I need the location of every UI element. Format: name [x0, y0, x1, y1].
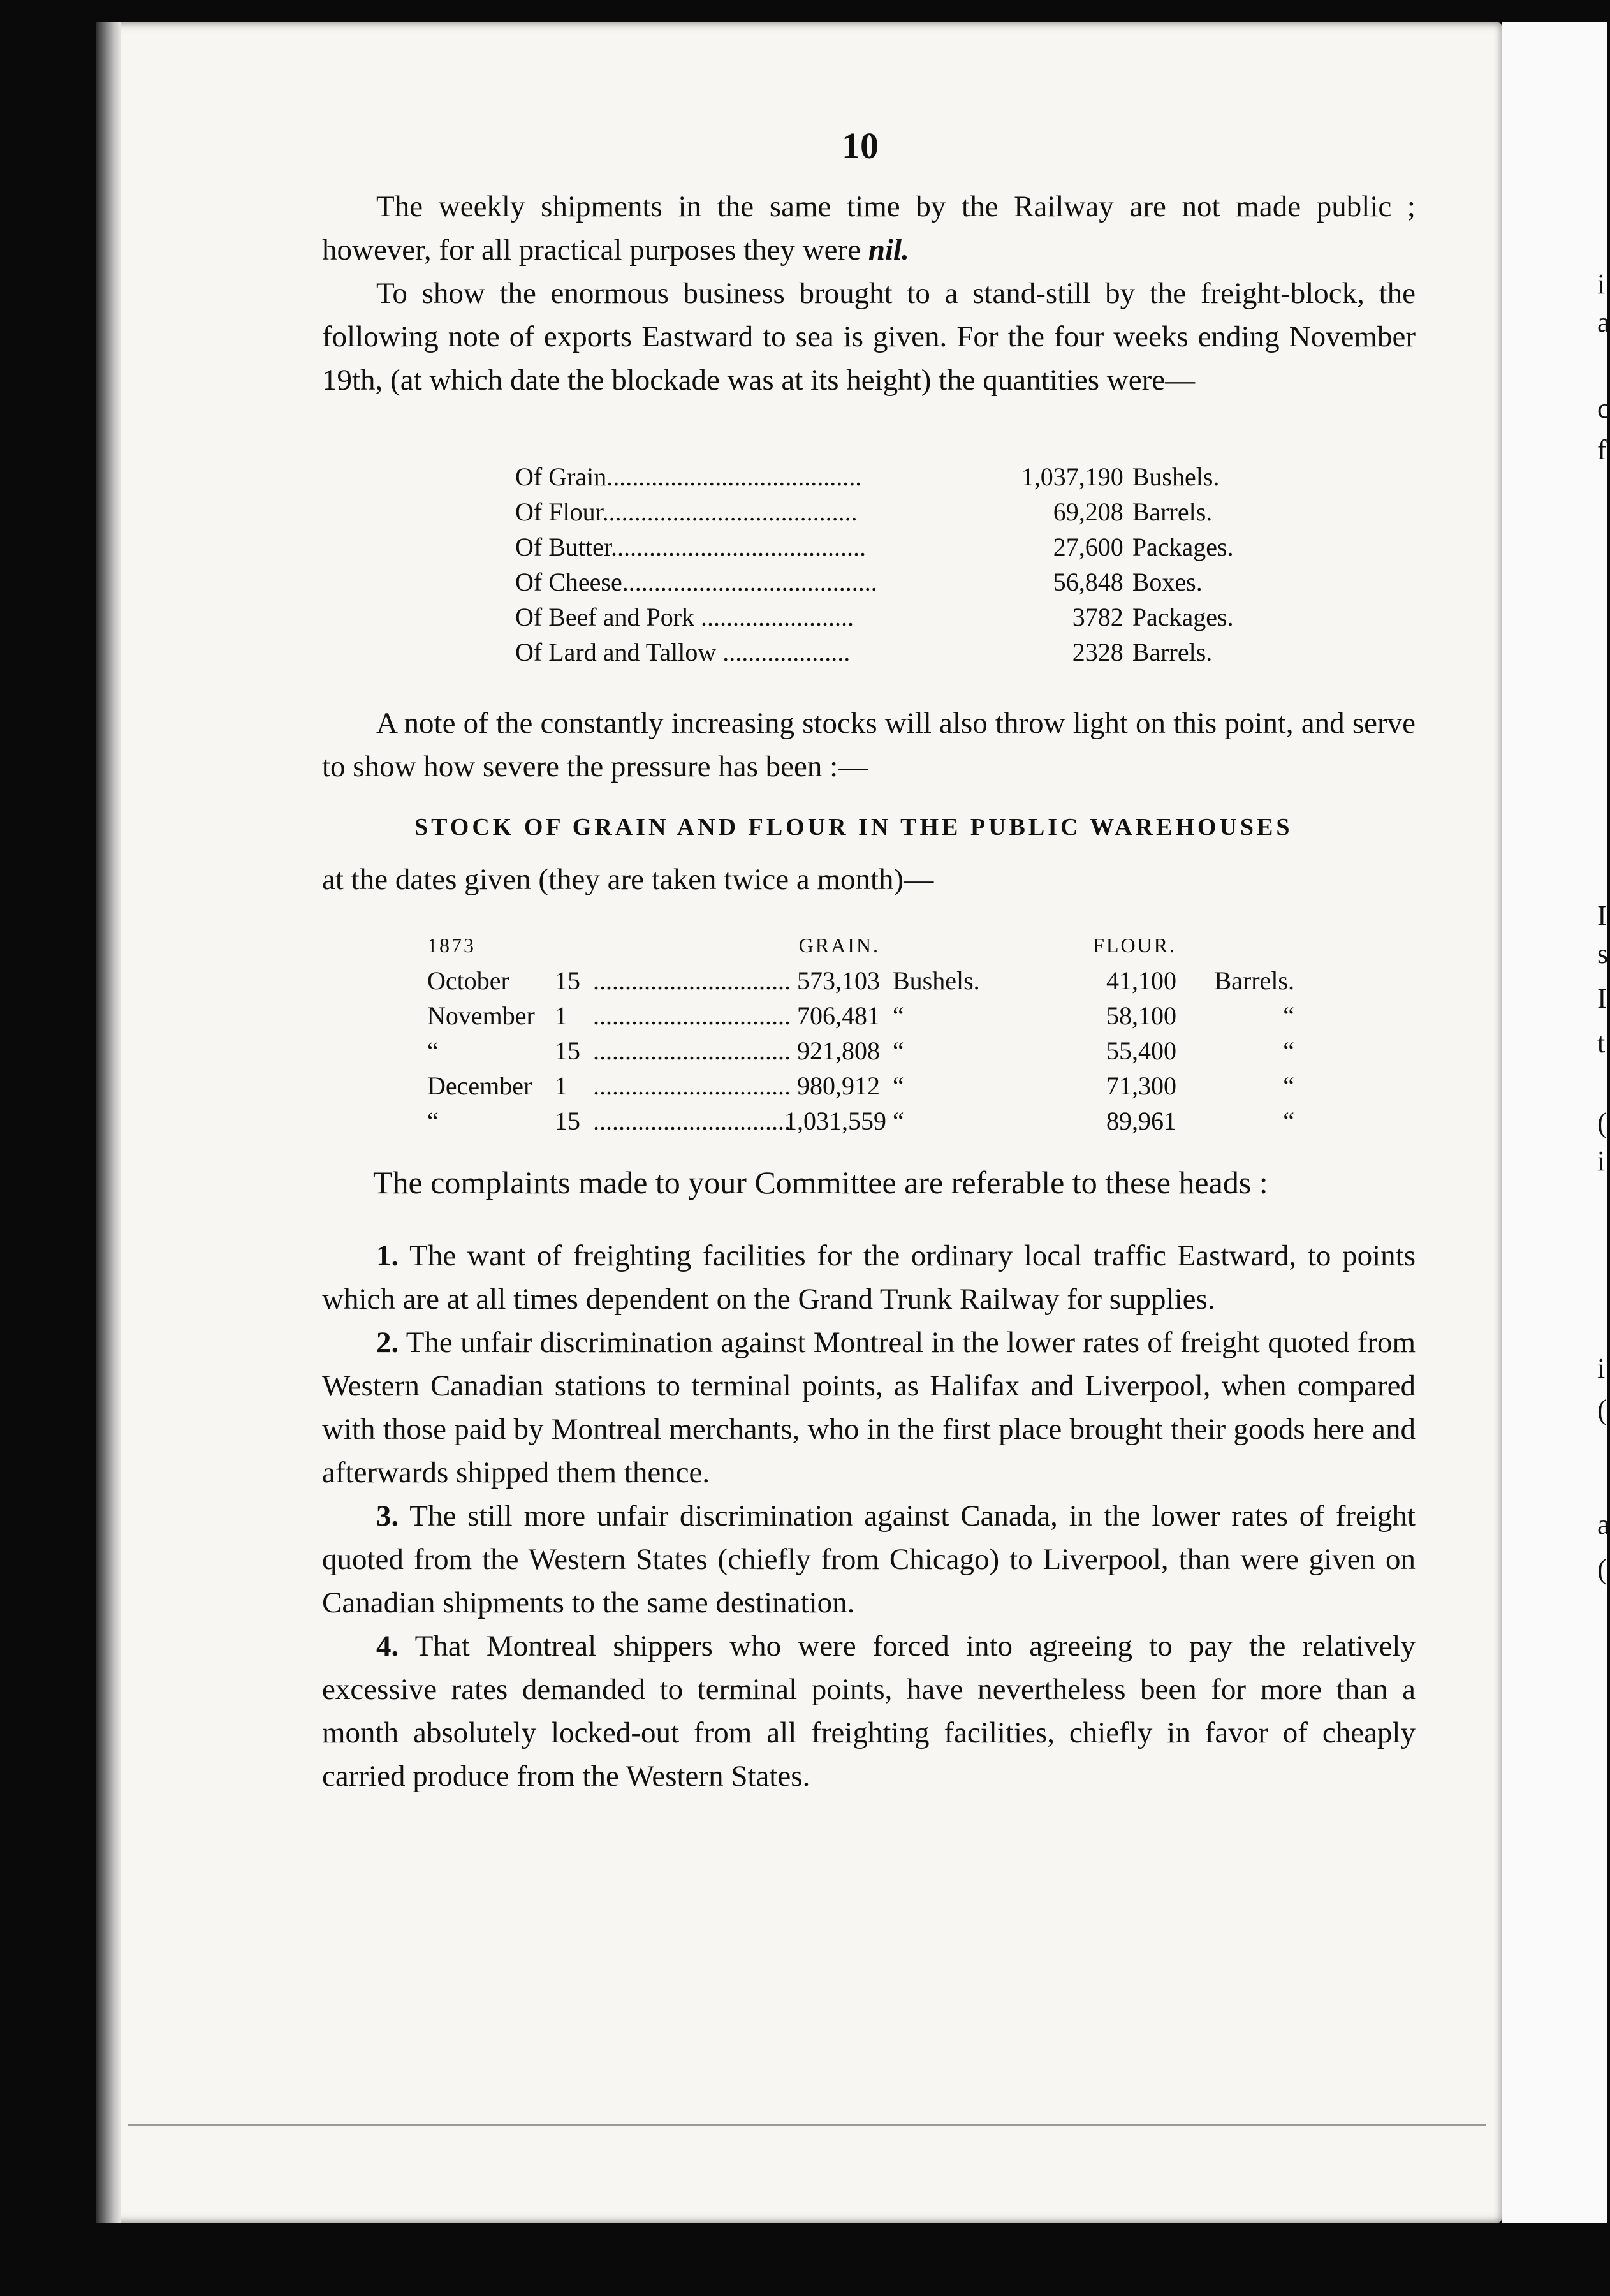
complaint-number: 4.: [376, 1630, 399, 1663]
flour-unit: “: [1283, 1036, 1294, 1065]
margin-fragment: (: [1597, 1394, 1607, 1425]
leader-dots: ...............................: [593, 1001, 791, 1030]
page-spine-shadow: [96, 22, 121, 2223]
table-row: [515, 600, 1280, 635]
table-row: [427, 998, 1422, 1033]
margin-fragment: I: [1597, 983, 1607, 1014]
grain-unit: “: [893, 1071, 904, 1100]
grain-value: 980,912: [797, 1071, 880, 1100]
export-quantity: 2328: [1072, 638, 1123, 666]
flour-value: 41,100: [1106, 966, 1176, 995]
margin-fragment: i: [1597, 1353, 1606, 1384]
table-row: [515, 529, 1280, 564]
grain-value: 921,808: [797, 1036, 880, 1065]
margin-fragment: a: [1597, 307, 1610, 338]
margin-fragment: (: [1597, 1107, 1607, 1138]
margin-fragment: i: [1597, 269, 1606, 300]
flour-value: 55,400: [1106, 1036, 1176, 1065]
list-item: [322, 1234, 1416, 1321]
paragraph-note: A note of the constantly increasing stocks will also throw light on this point, and serve to show how severe the pressure has been :—: [322, 707, 1416, 783]
stock-day: 15: [555, 1036, 580, 1065]
list-item: [322, 1624, 1416, 1798]
grain-unit: “: [893, 1036, 904, 1065]
export-unit: Boxes.: [1132, 568, 1203, 596]
complaint-text: The still more unfair discrimination against Canada, in the lower rates of freight quoted from the Western States (chiefly from Chicago) to Liverpool, than were given on Canadian shipments to the same destination.: [322, 1499, 1416, 1619]
complaint-number: 1.: [376, 1239, 399, 1272]
export-unit: Barrels.: [1132, 497, 1213, 526]
stock-day: 1: [555, 1071, 567, 1100]
grain-unit: Bushels.: [893, 966, 980, 995]
paragraph-intro: [322, 185, 1416, 402]
flour-value: 58,100: [1106, 1001, 1176, 1030]
leader-dots: ...............................: [593, 1071, 791, 1100]
stock-subheading: at the dates given (they are taken twice a month)—: [322, 863, 934, 896]
margin-fragment: s: [1597, 938, 1609, 969]
stock-month: November: [427, 1001, 535, 1030]
export-unit: Bushels.: [1132, 462, 1220, 491]
margin-fragment: c: [1597, 393, 1610, 424]
export-quantity: 69,208: [1053, 497, 1123, 526]
export-unit: Packages.: [1132, 533, 1234, 561]
grain-column-header: GRAIN.: [798, 934, 880, 957]
export-label: Of Beef and Pork ........................: [515, 603, 854, 631]
list-item: [322, 1494, 1416, 1624]
export-unit: Packages.: [1132, 603, 1234, 631]
complaint-text: The want of freighting facilities for the ordinary local traffic Eastward, to points which are at all times dependent on the Grand Trunk Railway for supplies.: [322, 1239, 1416, 1316]
leader-dots: ...............................: [593, 1107, 791, 1135]
export-label: Of Flour........................................: [515, 497, 858, 526]
flour-unit: “: [1283, 1001, 1294, 1030]
page-number: 10: [842, 125, 879, 166]
complaint-number: 2.: [376, 1326, 399, 1359]
stock-year: 1873: [427, 934, 476, 957]
margin-fragment: I: [1597, 900, 1607, 931]
export-quantity: 56,848: [1053, 568, 1123, 596]
grain-value: 573,103: [797, 966, 880, 995]
flour-value: 89,961: [1106, 1107, 1176, 1135]
intro-text: The weekly shipments in the same time by the Railway are not made public ; however, for all practical purposes they were: [322, 190, 1416, 267]
flour-value: 71,300: [1106, 1071, 1176, 1100]
stock-day: 1: [555, 1001, 567, 1030]
table-row: [515, 494, 1280, 529]
margin-fragment: i: [1597, 1145, 1606, 1177]
leader-dots: ...............................: [593, 966, 791, 995]
leader-dots: ...............................: [593, 1036, 791, 1065]
stock-month: “: [427, 1107, 439, 1135]
stock-table: [427, 928, 1422, 1138]
paragraph-note-block: [322, 702, 1416, 788]
export-label: Of Butter........................................: [515, 533, 866, 561]
margin-fragment: (: [1597, 1554, 1607, 1585]
flour-unit: “: [1283, 1071, 1294, 1100]
stock-month: December: [427, 1071, 532, 1100]
table-row: [427, 1103, 1422, 1138]
complaint-number: 3.: [376, 1499, 399, 1533]
page-bottom-edge: [128, 2124, 1486, 2137]
grain-value: 706,481: [797, 1001, 880, 1030]
stock-month: October: [427, 966, 509, 995]
table-row: [427, 963, 1422, 998]
intro-emphasis: nil.: [868, 233, 909, 267]
export-label: Of Grain........................................: [515, 462, 862, 491]
export-unit: Barrels.: [1132, 638, 1213, 666]
list-item: [322, 1321, 1416, 1494]
export-label: Of Cheese........................................: [515, 568, 877, 596]
margin-fragment: f: [1597, 434, 1607, 466]
export-quantity: 27,600: [1053, 533, 1123, 561]
stock-month: “: [427, 1036, 439, 1065]
complaints-intro: The complaints made to your Committee are referable to these heads :: [373, 1165, 1268, 1200]
complaints-list: [322, 1234, 1416, 1798]
grain-value: 1,031,559: [784, 1107, 886, 1135]
table-row: [515, 459, 1280, 494]
grain-unit: “: [893, 1001, 904, 1030]
export-quantity: 1,037,190: [1021, 462, 1123, 491]
grain-unit: “: [893, 1107, 904, 1135]
complaint-text: That Montreal shippers who were forced into agreeing to pay the relatively excessive rates demanded to terminal points, have nevertheless been for more than a month absolutely locked-out from all freighting facilities, chiefly in favor of cheaply carried produce from the Western States.: [322, 1630, 1416, 1793]
table-row: [515, 635, 1280, 670]
flour-column-header: FLOUR.: [1093, 934, 1176, 957]
flour-unit: Barrels.: [1214, 966, 1294, 995]
margin-fragment: t: [1597, 1027, 1606, 1059]
stock-day: 15: [555, 966, 580, 995]
flour-unit: “: [1283, 1107, 1294, 1135]
exports-table: [515, 459, 1280, 670]
stock-day: 15: [555, 1107, 580, 1135]
complaint-text: The unfair discrimination against Montreal in the lower rates of freight quoted from Western Canadian stations to terminal points, as Halifax and Liverpool, when compared with those paid by Montreal merchants, who in the first place brought their goods here and afterwards shipped them thence.: [322, 1326, 1416, 1489]
export-label: Of Lard and Tallow ....................: [515, 638, 851, 666]
table-row: [427, 1068, 1422, 1103]
paragraph-show: To show the enormous business brought to a stand-still by the freight-block, the following note of exports Eastward to sea is given. For the four weeks ending November 19th, (at which date the blockade was at its height) the quantities were—: [322, 277, 1416, 397]
table-row: [427, 1033, 1422, 1068]
adjacent-page-strip: [1502, 22, 1610, 2223]
stock-header-row: [427, 928, 1422, 963]
stock-heading: STOCK OF GRAIN AND FLOUR IN THE PUBLIC WAREHOUSES: [414, 814, 1293, 841]
table-row: [515, 564, 1280, 600]
margin-fragment: a: [1597, 1509, 1610, 1540]
export-quantity: 3782: [1072, 603, 1123, 631]
